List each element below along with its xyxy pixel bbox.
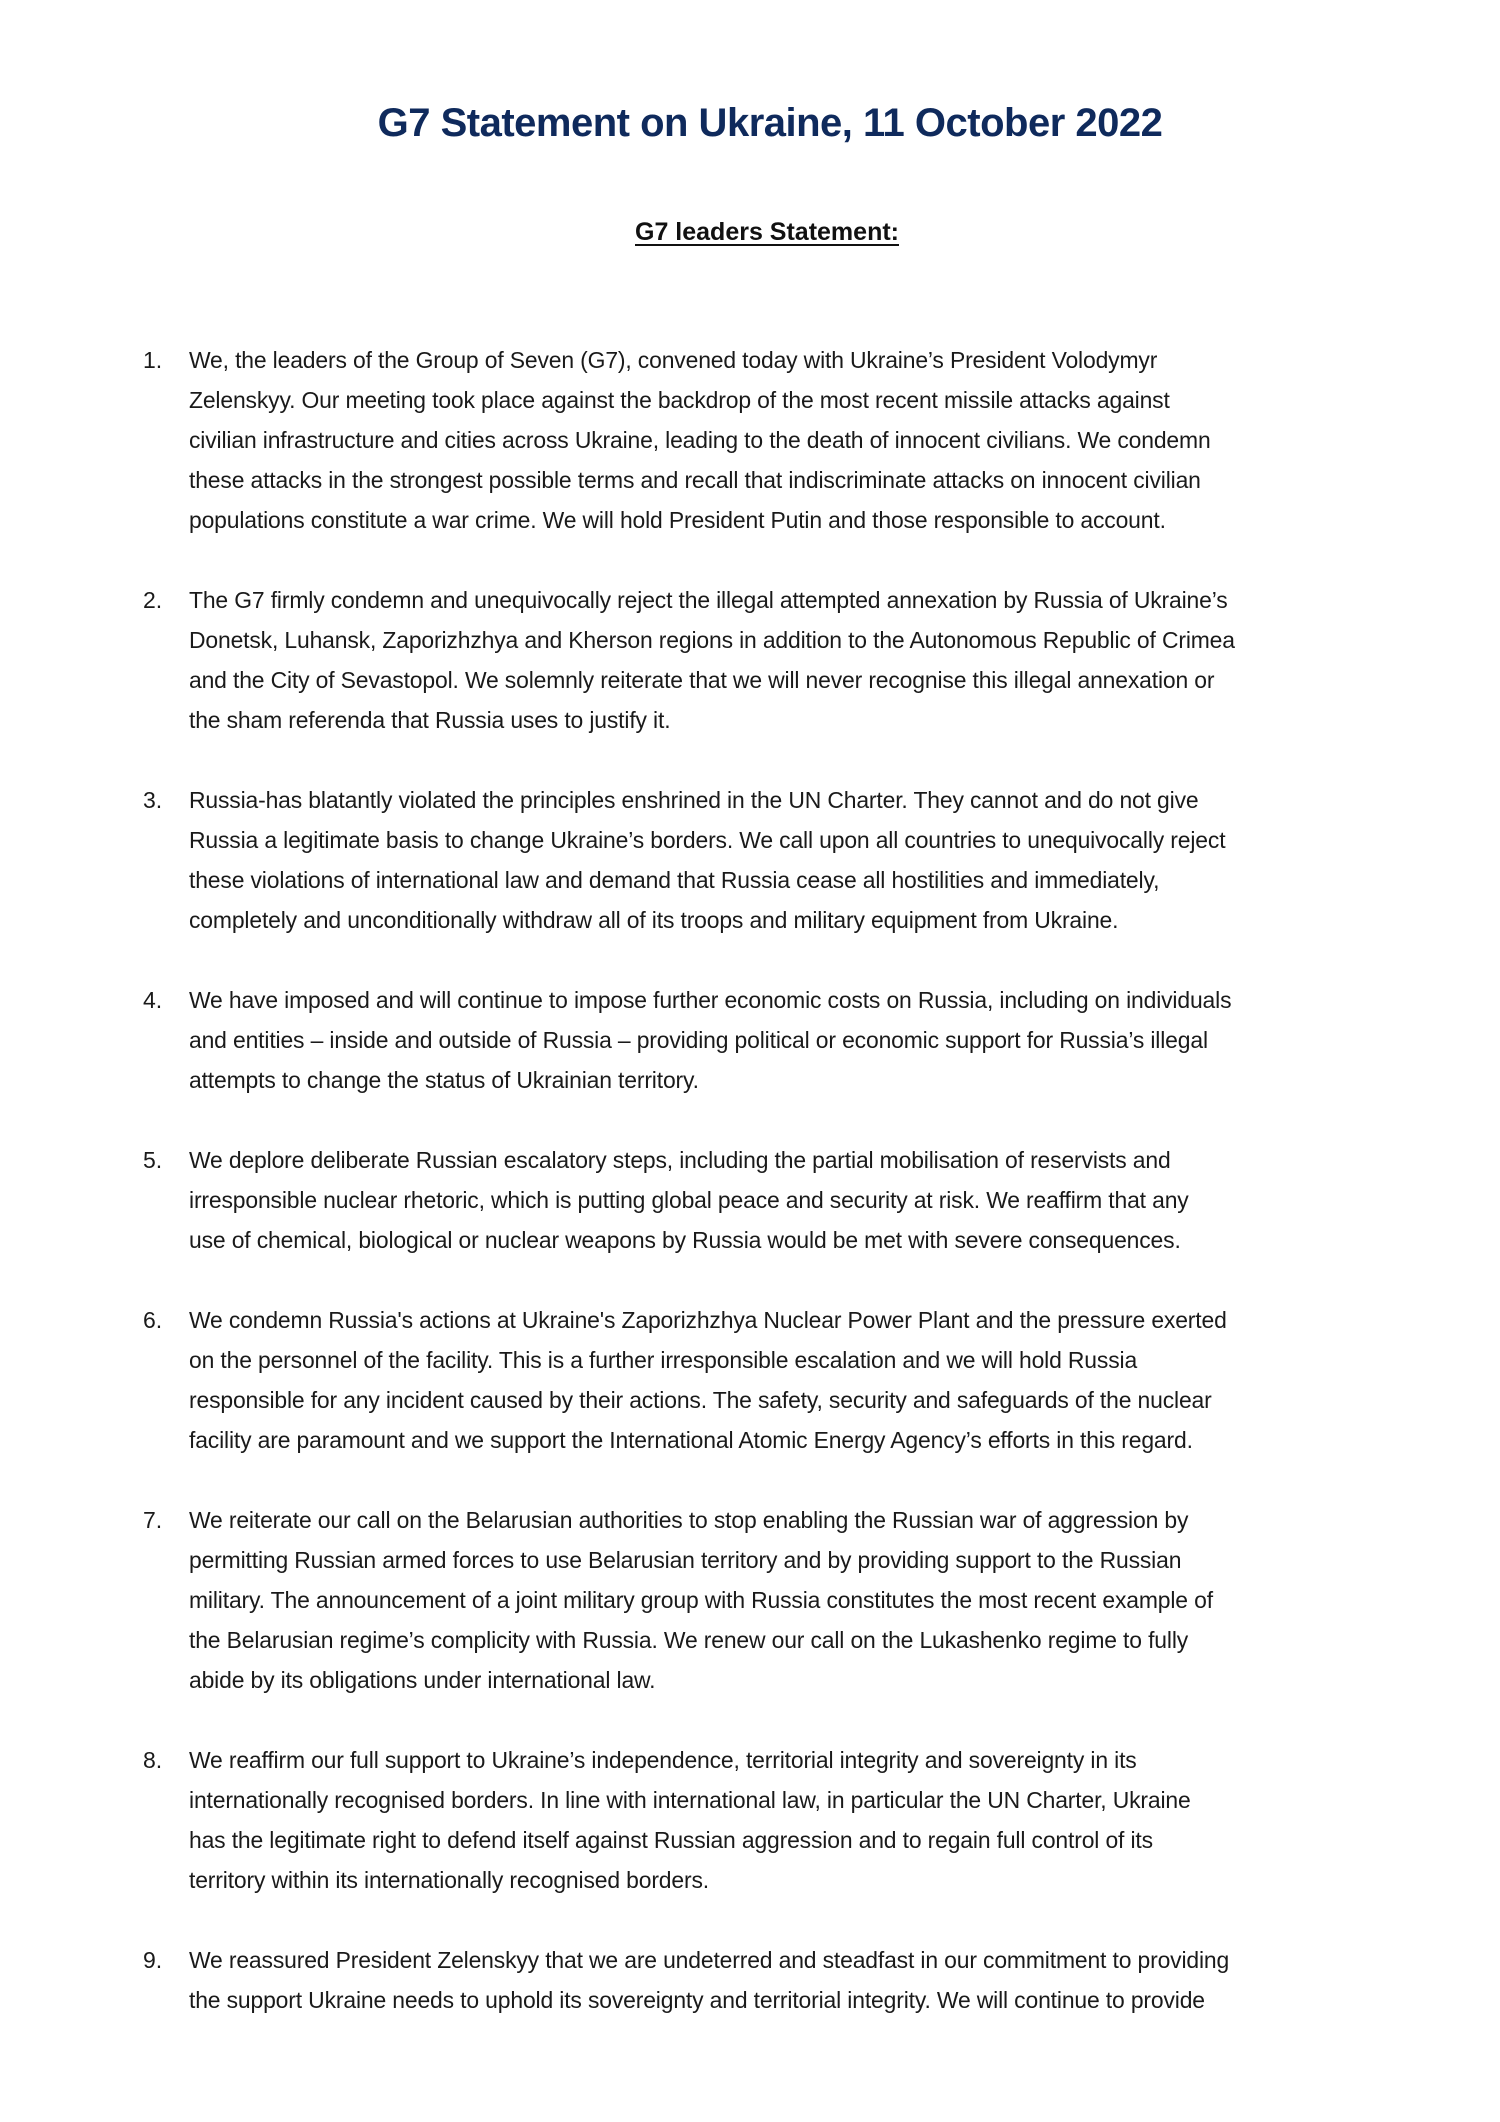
item-line: the support Ukraine needs to uphold its sovereignty and territorial integrity. We will continue to provide — [189, 1987, 1205, 2013]
item-line: and the City of Sevastopol. We solemnly reiterate that we will never recognise this illegal annexation or — [189, 667, 1215, 693]
item-line: abide by its obligations under international law. — [189, 1667, 656, 1693]
item-line: use of chemical, biological or nuclear weapons by Russia would be met with severe consequences. — [189, 1227, 1181, 1253]
item-number: 6. — [143, 1307, 163, 1333]
item-text — [189, 1940, 1399, 2020]
item-line: has the legitimate right to defend itself against Russian aggression and to regain full control of its — [189, 1827, 1153, 1853]
item-text — [189, 1740, 1399, 1900]
item-text — [189, 1500, 1399, 1700]
item-number: 5. — [143, 1147, 163, 1173]
item-text — [189, 580, 1399, 740]
item-line: We reaffirm our full support to Ukraine’s independence, territorial integrity and sovereignty in its — [189, 1747, 1137, 1773]
item-line: the Belarusian regime’s complicity with Russia. We renew our call on the Lukashenko regime to fully — [189, 1627, 1189, 1653]
item-line: facility are paramount and we support the International Atomic Energy Agency’s efforts in this regard. — [189, 1427, 1193, 1453]
item-number: 8. — [143, 1747, 163, 1773]
item-line: Russia-has blatantly violated the principles enshrined in the UN Charter. They cannot and do not give — [189, 787, 1199, 813]
item-line: attempts to change the status of Ukrainian territory. — [189, 1067, 699, 1093]
item-line: territory within its internationally recognised borders. — [189, 1867, 709, 1893]
item-line: We have imposed and will continue to impose further economic costs on Russia, including on individuals — [189, 987, 1232, 1013]
item-number: 2. — [143, 587, 163, 613]
item-line: irresponsible nuclear rhetoric, which is putting global peace and security at risk. We reaffirm that any — [189, 1187, 1189, 1213]
item-line: completely and unconditionally withdraw all of its troops and military equipment from Ukraine. — [189, 907, 1119, 933]
item-line: civilian infrastructure and cities across Ukraine, leading to the death of innocent civilians. We condemn — [189, 427, 1211, 453]
item-line: and entities – inside and outside of Russia – providing political or economic support for Russia’s illegal — [189, 1027, 1208, 1053]
item-line: on the personnel of the facility. This is a further irresponsible escalation and we will hold Russia — [189, 1347, 1138, 1373]
item-line: military. The announcement of a joint military group with Russia constitutes the most recent example of — [189, 1587, 1213, 1613]
statement-subtitle — [0, 218, 1500, 247]
item-number: 9. — [143, 1947, 163, 1973]
item-line: We reiterate our call on the Belarusian authorities to stop enabling the Russian war of aggression by — [189, 1507, 1189, 1533]
item-number: 3. — [143, 787, 163, 813]
item-line: responsible for any incident caused by their actions. The safety, security and safeguards of the nuclear — [189, 1387, 1212, 1413]
item-line: populations constitute a war crime. We will hold President Putin and those responsible to account. — [189, 507, 1166, 533]
item-line: We deplore deliberate Russian escalatory steps, including the partial mobilisation of reservists and — [189, 1147, 1171, 1173]
item-number: 7. — [143, 1507, 163, 1533]
item-line: We condemn Russia's actions at Ukraine's Zaporizhzhya Nuclear Power Plant and the pressure exerted — [189, 1307, 1227, 1333]
item-number: 4. — [143, 987, 163, 1013]
item-line: internationally recognised borders. In line with international law, in particular the UN Charter, Ukraine — [189, 1787, 1191, 1813]
item-line: the sham referenda that Russia uses to justify it. — [189, 707, 671, 733]
item-line: these attacks in the strongest possible terms and recall that indiscriminate attacks on innocent civilian — [189, 467, 1201, 493]
item-line: permitting Russian armed forces to use Belarusian territory and by providing support to the Russian — [189, 1547, 1182, 1573]
statement-subtitle-text: G7 leaders Statement: — [635, 218, 899, 246]
item-text — [189, 340, 1399, 540]
page-title: G7 Statement on Ukraine, 11 October 2022 — [377, 100, 1163, 145]
item-number: 1. — [143, 347, 163, 373]
item-text — [189, 780, 1399, 940]
item-text — [189, 1300, 1399, 1460]
item-line: We reassured President Zelenskyy that we are undeterred and steadfast in our commitment to providing — [189, 1947, 1230, 1973]
item-line: Donetsk, Luhansk, Zaporizhzhya and Kherson regions in addition to the Autonomous Republic of Crimea — [189, 627, 1235, 653]
item-line: We, the leaders of the Group of Seven (G7), convened today with Ukraine’s President Volodymyr — [189, 347, 1158, 373]
item-line: Zelenskyy. Our meeting took place against the backdrop of the most recent missile attacks against — [189, 387, 1170, 413]
item-line: Russia a legitimate basis to change Ukraine’s borders. We call upon all countries to unequivocally reject — [189, 827, 1226, 853]
item-line: these violations of international law and demand that Russia cease all hostilities and immediately, — [189, 867, 1160, 893]
item-text — [189, 1140, 1399, 1260]
item-text — [189, 980, 1399, 1100]
item-line: The G7 firmly condemn and unequivocally reject the illegal attempted annexation by Russia of Ukraine’s — [189, 587, 1228, 613]
